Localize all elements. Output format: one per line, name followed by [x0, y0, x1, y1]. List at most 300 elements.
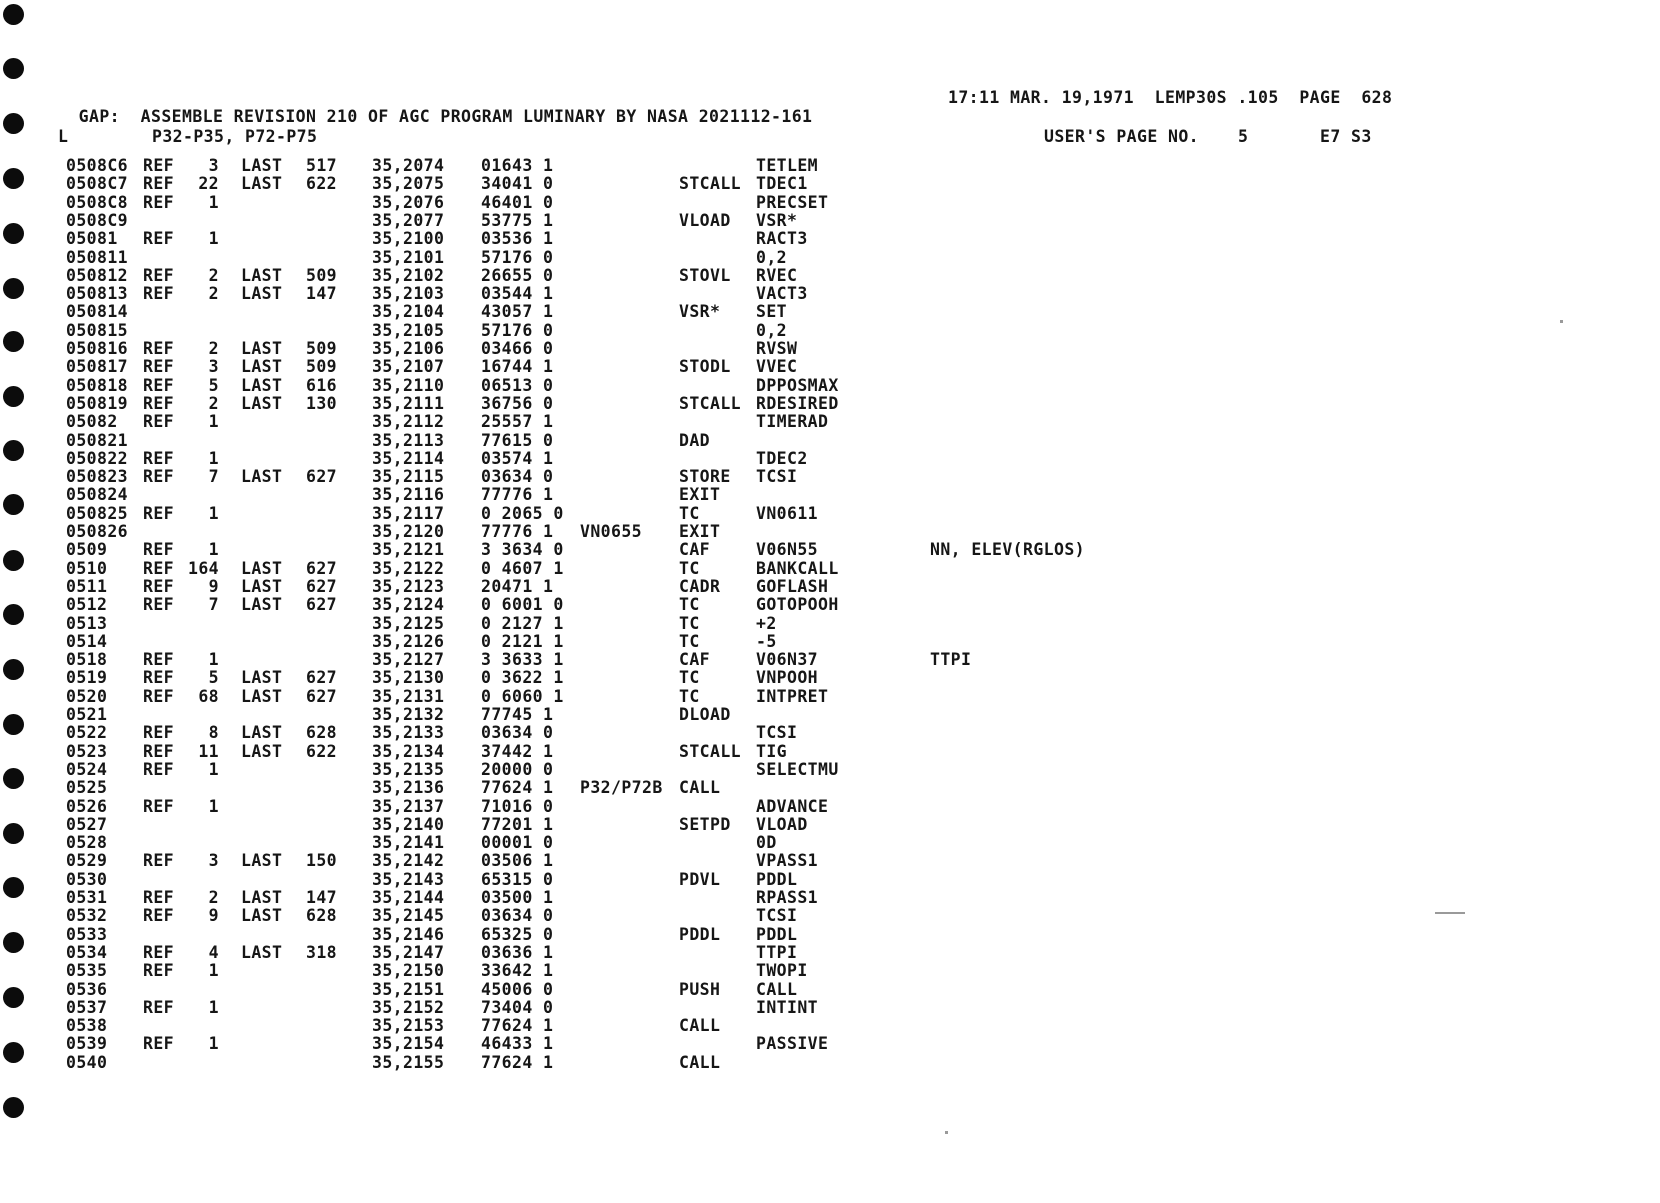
last-page: 147 [306, 888, 338, 907]
octal-word: 77776 1 [481, 522, 554, 541]
octal-word: 03634 0 [481, 467, 554, 487]
operand: VN0611 [756, 503, 819, 523]
card-number: 050813 [66, 284, 129, 304]
last-keyword: LAST [241, 576, 283, 596]
ref-keyword: REF [143, 448, 175, 468]
feed-hole [3, 932, 24, 953]
address: 35,2115 [372, 467, 445, 487]
operand: TWOPI [756, 961, 808, 981]
operand: PDDL [756, 869, 798, 889]
ref-count: 1 [208, 503, 219, 523]
card-number: 0528 [66, 833, 108, 853]
card-number: 050814 [66, 302, 129, 322]
address: 35,2131 [372, 686, 445, 706]
card-number: 050825 [66, 503, 129, 523]
last-page: 627 [306, 668, 338, 688]
page-code: E7 S3 [1320, 127, 1372, 146]
address: 35,2101 [372, 247, 445, 267]
address: 35,2074 [372, 156, 445, 175]
card-number: 0536 [66, 979, 108, 999]
ref-count: 1 [208, 229, 219, 249]
card-number: 0513 [66, 613, 108, 633]
operand: VLOAD [756, 814, 808, 834]
card-number: 050816 [66, 339, 129, 358]
card-number: 0522 [66, 723, 108, 743]
octal-word: 03636 1 [481, 942, 554, 962]
card-number: 0538 [66, 1016, 108, 1036]
ref-keyword: REF [143, 156, 175, 175]
card-number: 050824 [66, 485, 129, 505]
ref-count: 1 [208, 1034, 219, 1054]
ref-keyword: REF [143, 375, 175, 395]
operand: TCSI [756, 723, 798, 743]
opcode: CALL [679, 1016, 721, 1036]
opcode: CALL [679, 778, 721, 798]
octal-word: 43057 1 [481, 302, 554, 322]
card-number: 050821 [66, 430, 129, 450]
address: 35,2146 [372, 924, 445, 944]
card-number: 050811 [66, 247, 129, 267]
address: 35,2153 [372, 1016, 445, 1036]
octal-word: 77624 1 [481, 1016, 554, 1036]
card-number: 050817 [66, 357, 129, 377]
comment: TTPI [930, 650, 972, 670]
last-page: 628 [306, 723, 338, 743]
operand: CALL [756, 979, 798, 999]
address: 35,2112 [372, 412, 445, 432]
octal-word: 46401 0 [481, 192, 554, 212]
octal-word: 34041 0 [481, 174, 554, 194]
card-number: 050818 [66, 375, 129, 395]
card-number: 0520 [66, 686, 108, 706]
octal-word: 0 4607 1 [481, 558, 564, 578]
octal-word: 16744 1 [481, 357, 554, 377]
address: 35,2132 [372, 705, 445, 724]
operand: RVSW [756, 339, 798, 358]
operand: TTPI [756, 942, 798, 962]
operand: PRECSET [756, 192, 829, 212]
operand: RDESIRED [756, 393, 839, 413]
octal-word: 57176 0 [481, 320, 554, 340]
ref-count: 2 [208, 393, 219, 413]
address: 35,2120 [372, 522, 445, 541]
feed-hole [3, 768, 24, 789]
address: 35,2125 [372, 613, 445, 633]
ref-keyword: REF [143, 229, 175, 249]
address: 35,2135 [372, 759, 445, 779]
operand: BANKCALL [756, 558, 839, 578]
address: 35,2077 [372, 210, 445, 230]
feed-hole [3, 877, 24, 898]
operand: SELECTMU [756, 759, 839, 779]
octal-word: 06513 0 [481, 375, 554, 395]
operand: INTPRET [756, 686, 829, 706]
operand: +2 [756, 613, 777, 633]
card-number: 0508C7 [66, 174, 129, 194]
opcode: TC [679, 686, 700, 706]
ref-count: 1 [208, 650, 219, 670]
ref-keyword: REF [143, 851, 175, 871]
last-page: 622 [306, 741, 338, 761]
address: 35,2143 [372, 869, 445, 889]
octal-word: 65315 0 [481, 869, 554, 889]
ref-count: 8 [208, 723, 219, 743]
octal-word: 77615 0 [481, 430, 554, 450]
operand: RPASS1 [756, 888, 819, 907]
ref-keyword: REF [143, 540, 175, 560]
last-keyword: LAST [241, 339, 283, 358]
ref-keyword: REF [143, 942, 175, 962]
octal-word: 20000 0 [481, 759, 554, 779]
ref-count: 1 [208, 540, 219, 560]
operand: VVEC [756, 357, 798, 377]
card-number: 0539 [66, 1034, 108, 1054]
card-number: 0531 [66, 888, 108, 907]
octal-word: 03544 1 [481, 284, 554, 304]
octal-word: 37442 1 [481, 741, 554, 761]
octal-word: 3 3633 1 [481, 650, 564, 670]
address: 35,2105 [372, 320, 445, 340]
last-page: 318 [306, 942, 338, 962]
ref-keyword: REF [143, 339, 175, 358]
octal-word: 0 6001 0 [481, 595, 564, 615]
last-keyword: LAST [241, 174, 283, 194]
opcode: CAF [679, 540, 711, 560]
octal-word: 65325 0 [481, 924, 554, 944]
last-keyword: LAST [241, 265, 283, 285]
last-page: 622 [306, 174, 338, 194]
opcode: VSR* [679, 302, 721, 322]
last-keyword: LAST [241, 393, 283, 413]
operand: INTINT [756, 997, 819, 1017]
opcode: STCALL [679, 174, 742, 194]
address: 35,2155 [372, 1052, 445, 1072]
ref-count: 2 [208, 265, 219, 285]
address: 35,2141 [372, 833, 445, 853]
last-page: 627 [306, 467, 338, 487]
operand: 0,2 [756, 320, 788, 340]
card-number: 0526 [66, 796, 108, 816]
card-number: 0509 [66, 540, 108, 560]
octal-word: 0 2127 1 [481, 613, 564, 633]
last-page: 627 [306, 558, 338, 578]
octal-word: 03634 0 [481, 723, 554, 743]
feed-hole [3, 168, 24, 189]
octal-word: 03466 0 [481, 339, 554, 358]
address: 35,2104 [372, 302, 445, 322]
card-number: 0512 [66, 595, 108, 615]
log-section-letter: L [58, 127, 69, 146]
users-page-number: 5 [1238, 127, 1249, 146]
ref-keyword: REF [143, 576, 175, 596]
octal-word: 25557 1 [481, 412, 554, 432]
last-keyword: LAST [241, 156, 283, 175]
ref-count: 9 [208, 906, 219, 926]
last-page: 627 [306, 595, 338, 615]
card-number: 0527 [66, 814, 108, 834]
last-page: 509 [306, 357, 338, 377]
last-page: 130 [306, 393, 338, 413]
card-number: 0537 [66, 997, 108, 1017]
octal-word: 03634 0 [481, 906, 554, 926]
address: 35,2113 [372, 430, 445, 450]
ref-keyword: REF [143, 686, 175, 706]
card-number: 0508C6 [66, 156, 129, 175]
octal-word: 77745 1 [481, 705, 554, 724]
operand: GOTOPOOH [756, 595, 839, 615]
card-number: 0508C8 [66, 192, 129, 212]
last-keyword: LAST [241, 723, 283, 743]
feed-hole [3, 4, 24, 25]
address: 35,2117 [372, 503, 445, 523]
ref-count: 2 [208, 284, 219, 304]
ref-keyword: REF [143, 558, 175, 578]
ref-keyword: REF [143, 888, 175, 907]
opcode: EXIT [679, 522, 721, 541]
octal-word: 03506 1 [481, 851, 554, 871]
octal-word: 0 2065 0 [481, 503, 564, 523]
opcode: STCALL [679, 741, 742, 761]
ref-count: 68 [198, 686, 219, 706]
ref-keyword: REF [143, 1034, 175, 1054]
address: 35,2124 [372, 595, 445, 615]
address: 35,2142 [372, 851, 445, 871]
card-number: 0524 [66, 759, 108, 779]
card-number: 0519 [66, 668, 108, 688]
address: 35,2137 [372, 796, 445, 816]
ref-count: 3 [208, 357, 219, 377]
last-keyword: LAST [241, 942, 283, 962]
card-number: 0514 [66, 631, 108, 651]
card-number: 050826 [66, 522, 129, 541]
scan-speck [1560, 320, 1563, 323]
address: 35,2145 [372, 906, 445, 926]
ref-count: 1 [208, 796, 219, 816]
feed-hole [3, 223, 24, 244]
ref-count: 3 [208, 156, 219, 175]
octal-word: 03500 1 [481, 888, 554, 907]
address: 35,2110 [372, 375, 445, 395]
address: 35,2147 [372, 942, 445, 962]
ref-keyword: REF [143, 796, 175, 816]
ref-count: 5 [208, 375, 219, 395]
ref-count: 1 [208, 412, 219, 432]
ref-count: 4 [208, 942, 219, 962]
ref-keyword: REF [143, 174, 175, 194]
octal-word: 26655 0 [481, 265, 554, 285]
scan-speck [945, 1131, 948, 1134]
opcode: SETPD [679, 814, 731, 834]
last-keyword: LAST [241, 357, 283, 377]
operand: TIG [756, 741, 788, 761]
ref-keyword: REF [143, 668, 175, 688]
address: 35,2136 [372, 778, 445, 798]
card-number: 0510 [66, 558, 108, 578]
feed-hole [3, 604, 24, 625]
opcode: EXIT [679, 485, 721, 505]
operand: PASSIVE [756, 1034, 829, 1054]
card-number: 0523 [66, 741, 108, 761]
users-page-label: USER'S PAGE NO. [1044, 127, 1200, 146]
last-keyword: LAST [241, 668, 283, 688]
operand: -5 [756, 631, 777, 651]
operand: GOFLASH [756, 576, 829, 596]
last-keyword: LAST [241, 741, 283, 761]
address: 35,2152 [372, 997, 445, 1017]
last-page: 509 [306, 265, 338, 285]
ref-count: 1 [208, 759, 219, 779]
address: 35,2133 [372, 723, 445, 743]
address: 35,2130 [372, 668, 445, 688]
ref-keyword: REF [143, 906, 175, 926]
address: 35,2154 [372, 1034, 445, 1054]
feed-hole [3, 1042, 24, 1063]
address: 35,2151 [372, 979, 445, 999]
ref-count: 1 [208, 448, 219, 468]
card-number: 0525 [66, 778, 108, 798]
card-number: 0534 [66, 942, 108, 962]
ref-keyword: REF [143, 595, 175, 615]
section-title: P32-P35, P72-P75 [152, 127, 318, 146]
octal-word: 3 3634 0 [481, 540, 564, 560]
run-date-page: 17:11 MAR. 19,1971 LEMP30S .105 PAGE 628 [948, 88, 1393, 107]
address: 35,2127 [372, 650, 445, 670]
last-keyword: LAST [241, 851, 283, 871]
last-keyword: LAST [241, 284, 283, 304]
octal-word: 73404 0 [481, 997, 554, 1017]
last-page: 627 [306, 576, 338, 596]
ref-keyword: REF [143, 741, 175, 761]
operand: TDEC2 [756, 448, 808, 468]
octal-word: 57176 0 [481, 247, 554, 267]
last-keyword: LAST [241, 595, 283, 615]
octal-word: 36756 0 [481, 393, 554, 413]
operand: TETLEM [756, 156, 819, 175]
ref-count: 1 [208, 997, 219, 1017]
last-page: 517 [306, 156, 338, 175]
feed-hole [3, 659, 24, 680]
comment: NN, ELEV(RGLOS) [930, 540, 1086, 560]
card-number: 050819 [66, 393, 129, 413]
card-number: 050815 [66, 320, 129, 340]
operand: TCSI [756, 906, 798, 926]
octal-word: 01643 1 [481, 156, 554, 175]
opcode: CADR [679, 576, 721, 596]
address: 35,2100 [372, 229, 445, 249]
assembly-title: GAP: ASSEMBLE REVISION 210 OF AGC PROGRAM LUMINARY BY NASA 2021112-161 [78, 107, 813, 126]
last-keyword: LAST [241, 888, 283, 907]
ref-count: 1 [208, 961, 219, 981]
last-page: 628 [306, 906, 338, 926]
feed-hole [3, 386, 24, 407]
octal-word: 0 3622 1 [481, 668, 564, 688]
ref-keyword: REF [143, 284, 175, 304]
last-keyword: LAST [241, 686, 283, 706]
operand: PDDL [756, 924, 798, 944]
octal-word: 0 2121 1 [481, 631, 564, 651]
opcode: TC [679, 613, 700, 633]
octal-word: 53775 1 [481, 210, 554, 230]
last-keyword: LAST [241, 906, 283, 926]
opcode: STCALL [679, 393, 742, 413]
ref-count: 164 [187, 558, 219, 578]
address: 35,2150 [372, 961, 445, 981]
feed-hole [3, 1097, 24, 1118]
symbol-label: P32/P72B [580, 778, 663, 798]
octal-word: 77776 1 [481, 485, 554, 505]
opcode: CALL [679, 1052, 721, 1072]
operand: ADVANCE [756, 796, 829, 816]
octal-word: 0 6060 1 [481, 686, 564, 706]
last-keyword: LAST [241, 558, 283, 578]
ref-keyword: REF [143, 265, 175, 285]
operand: TCSI [756, 467, 798, 487]
operand: RVEC [756, 265, 798, 285]
address: 35,2140 [372, 814, 445, 834]
operand: V06N55 [756, 540, 819, 560]
operand: TIMERAD [756, 412, 829, 432]
ref-keyword: REF [143, 412, 175, 432]
opcode: VLOAD [679, 210, 731, 230]
octal-word: 20471 1 [481, 576, 554, 596]
ref-keyword: REF [143, 723, 175, 743]
scan-speck [1435, 912, 1465, 914]
feed-hole [3, 494, 24, 515]
card-number: 05082 [66, 412, 118, 432]
address: 35,2121 [372, 540, 445, 560]
octal-word: 45006 0 [481, 979, 554, 999]
octal-word: 77624 1 [481, 1052, 554, 1072]
last-page: 150 [306, 851, 338, 871]
ref-count: 22 [198, 174, 219, 194]
opcode: PDVL [679, 869, 721, 889]
feed-hole [3, 714, 24, 735]
ref-count: 1 [208, 192, 219, 212]
operand: DPPOSMAX [756, 375, 839, 395]
address: 35,2123 [372, 576, 445, 596]
ref-count: 11 [198, 741, 219, 761]
address: 35,2106 [372, 339, 445, 358]
address: 35,2111 [372, 393, 445, 413]
card-number: 0530 [66, 869, 108, 889]
address: 35,2122 [372, 558, 445, 578]
address: 35,2102 [372, 265, 445, 285]
tractor-feed-holes [0, 0, 40, 1203]
opcode: STOVL [679, 265, 731, 285]
operand: 0,2 [756, 247, 788, 267]
opcode: TC [679, 558, 700, 578]
ref-count: 3 [208, 851, 219, 871]
operand: VPASS1 [756, 851, 819, 871]
operand: V06N37 [756, 650, 819, 670]
octal-word: 71016 0 [481, 796, 554, 816]
opcode: STODL [679, 357, 731, 377]
operand: VNPOOH [756, 668, 819, 688]
card-number: 0529 [66, 851, 108, 871]
operand: SET [756, 302, 788, 322]
opcode: STORE [679, 467, 731, 487]
feed-hole [3, 823, 24, 844]
ref-keyword: REF [143, 192, 175, 212]
card-number: 050812 [66, 265, 129, 285]
card-number: 0533 [66, 924, 108, 944]
ref-keyword: REF [143, 997, 175, 1017]
last-page: 509 [306, 339, 338, 358]
last-page: 627 [306, 686, 338, 706]
feed-hole [3, 113, 24, 134]
address: 35,2114 [372, 448, 445, 468]
operand: VACT3 [756, 284, 808, 304]
